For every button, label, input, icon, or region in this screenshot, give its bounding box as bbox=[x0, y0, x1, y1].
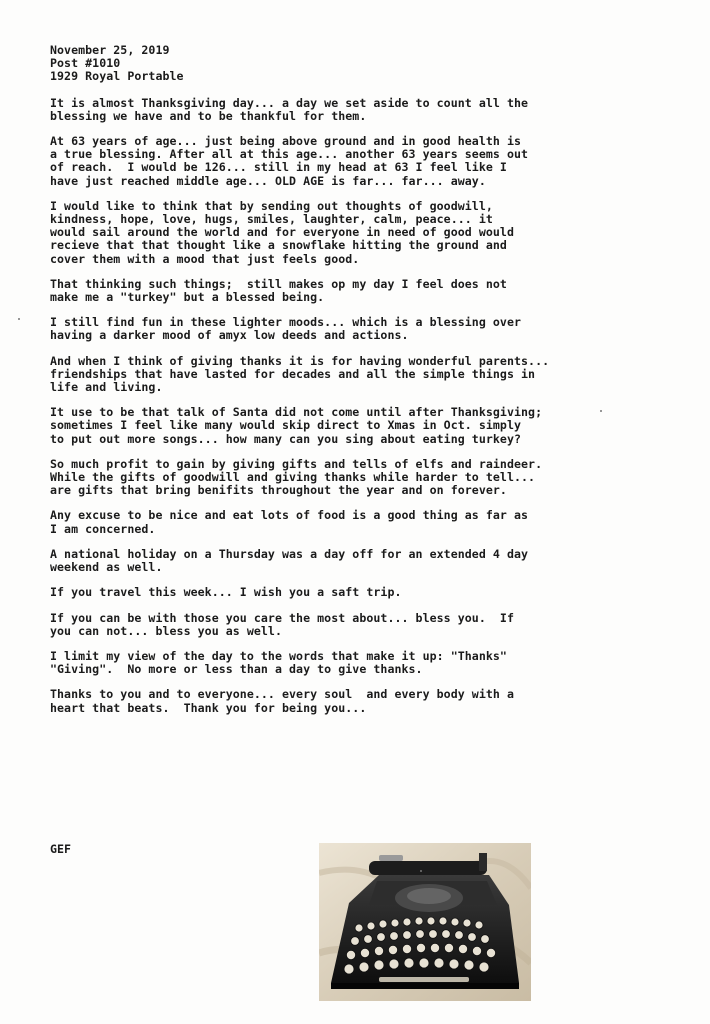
paragraph bbox=[50, 278, 680, 304]
typed-line: life and living. bbox=[50, 380, 163, 395]
typed-line: It use to be that talk of Santa did not come until after Thanksgiving; bbox=[50, 405, 543, 420]
paragraph bbox=[50, 316, 680, 342]
typed-line: While the gifts of goodwill and giving thanks while harder to tell... bbox=[50, 470, 536, 485]
typed-line: recieve that that thought like a snowflake hitting the ground and bbox=[50, 238, 507, 253]
typed-line: blessing we have and to be thankful for them. bbox=[50, 108, 367, 123]
letter-body bbox=[50, 44, 680, 715]
typed-line: of reach. I would be 126... still in my head at 63 I feel like I bbox=[50, 160, 507, 175]
paragraph bbox=[50, 355, 680, 395]
paragraph bbox=[50, 509, 680, 535]
typed-line: make me a "turkey" but a blessed being. bbox=[50, 290, 325, 305]
paragraph bbox=[50, 458, 680, 498]
paragraph bbox=[50, 97, 680, 123]
paragraph bbox=[50, 406, 680, 446]
paper-speck bbox=[420, 870, 422, 872]
typed-line: If you travel this week... I wish you a saft trip. bbox=[50, 585, 402, 600]
typed-line: cover them with a mood that just feels good. bbox=[50, 251, 360, 266]
letter-date: November 25, 2019 bbox=[50, 43, 170, 57]
paragraph bbox=[50, 200, 680, 266]
typed-line: That thinking such things; still makes op my day I feel does not bbox=[50, 276, 507, 291]
paper-speck bbox=[600, 410, 602, 412]
typed-line: I would like to think that by sending out thoughts of goodwill, bbox=[50, 198, 493, 213]
paragraph-list bbox=[50, 97, 680, 715]
typewriter-photo bbox=[319, 843, 531, 1001]
post-number: Post #1010 bbox=[50, 56, 121, 71]
typed-line: friendships that have lasted for decades and all the simple things in bbox=[50, 366, 536, 381]
typed-line: kindness, hope, love, hugs, smiles, laughter, calm, peace... it bbox=[50, 212, 493, 227]
typed-line: you can not... bless you as well. bbox=[50, 623, 282, 638]
typed-line: to put out more songs... how many can you sing about eating turkey? bbox=[50, 431, 522, 446]
typed-line: are gifts that bring benifits throughout the year and on forever. bbox=[50, 483, 507, 498]
typewriter-illustration bbox=[319, 843, 531, 1001]
typed-line: a true blessing. After all at this age... another 63 years seems out bbox=[50, 147, 529, 162]
typed-line: It is almost Thanksgiving day... a day we set aside to count all the bbox=[50, 95, 529, 110]
signature-initials: GEF bbox=[50, 842, 71, 856]
typed-line: At 63 years of age... just being above ground and in good health is bbox=[50, 134, 522, 149]
paragraph bbox=[50, 548, 680, 574]
typed-line: heart that beats. Thank you for being you... bbox=[50, 700, 367, 715]
paragraph bbox=[50, 586, 680, 599]
typed-line: I limit my view of the day to the words that make it up: "Thanks" bbox=[50, 648, 507, 663]
typed-line: sometimes I feel like many would skip direct to Xmas in Oct. simply bbox=[50, 418, 522, 433]
typed-line: I still find fun in these lighter moods... which is a blessing over bbox=[50, 315, 522, 330]
typed-line: Thanks to you and to everyone... every soul and every body with a bbox=[50, 687, 514, 702]
paragraph bbox=[50, 612, 680, 638]
typed-line: If you can be with those you care the most about... bless you. If bbox=[50, 610, 514, 625]
typed-line: "Giving". No more or less than a day to give thanks. bbox=[50, 662, 423, 677]
paragraph bbox=[50, 688, 680, 714]
typed-line: have just reached middle age... OLD AGE is far... far... away. bbox=[50, 173, 486, 188]
paragraph bbox=[50, 135, 680, 188]
typed-line: Any excuse to be nice and eat lots of food is a good thing as far as bbox=[50, 508, 529, 523]
typed-line: weekend as well. bbox=[50, 560, 163, 575]
typed-line: A national holiday on a Thursday was a day off for an extended 4 day bbox=[50, 546, 529, 561]
paper-speck bbox=[18, 318, 20, 320]
typed-line: would sail around the world and for everyone in need of good would bbox=[50, 225, 514, 240]
typed-line: And when I think of giving thanks it is for having wonderful parents... bbox=[50, 353, 550, 368]
paragraph bbox=[50, 650, 680, 676]
typewriter-model: 1929 Royal Portable bbox=[50, 69, 184, 84]
typed-line: So much profit to gain by giving gifts and tells of elfs and raindeer. bbox=[50, 456, 543, 471]
typed-line: having a darker mood of amyx low deeds and actions. bbox=[50, 328, 409, 343]
typed-line: I am concerned. bbox=[50, 521, 156, 536]
